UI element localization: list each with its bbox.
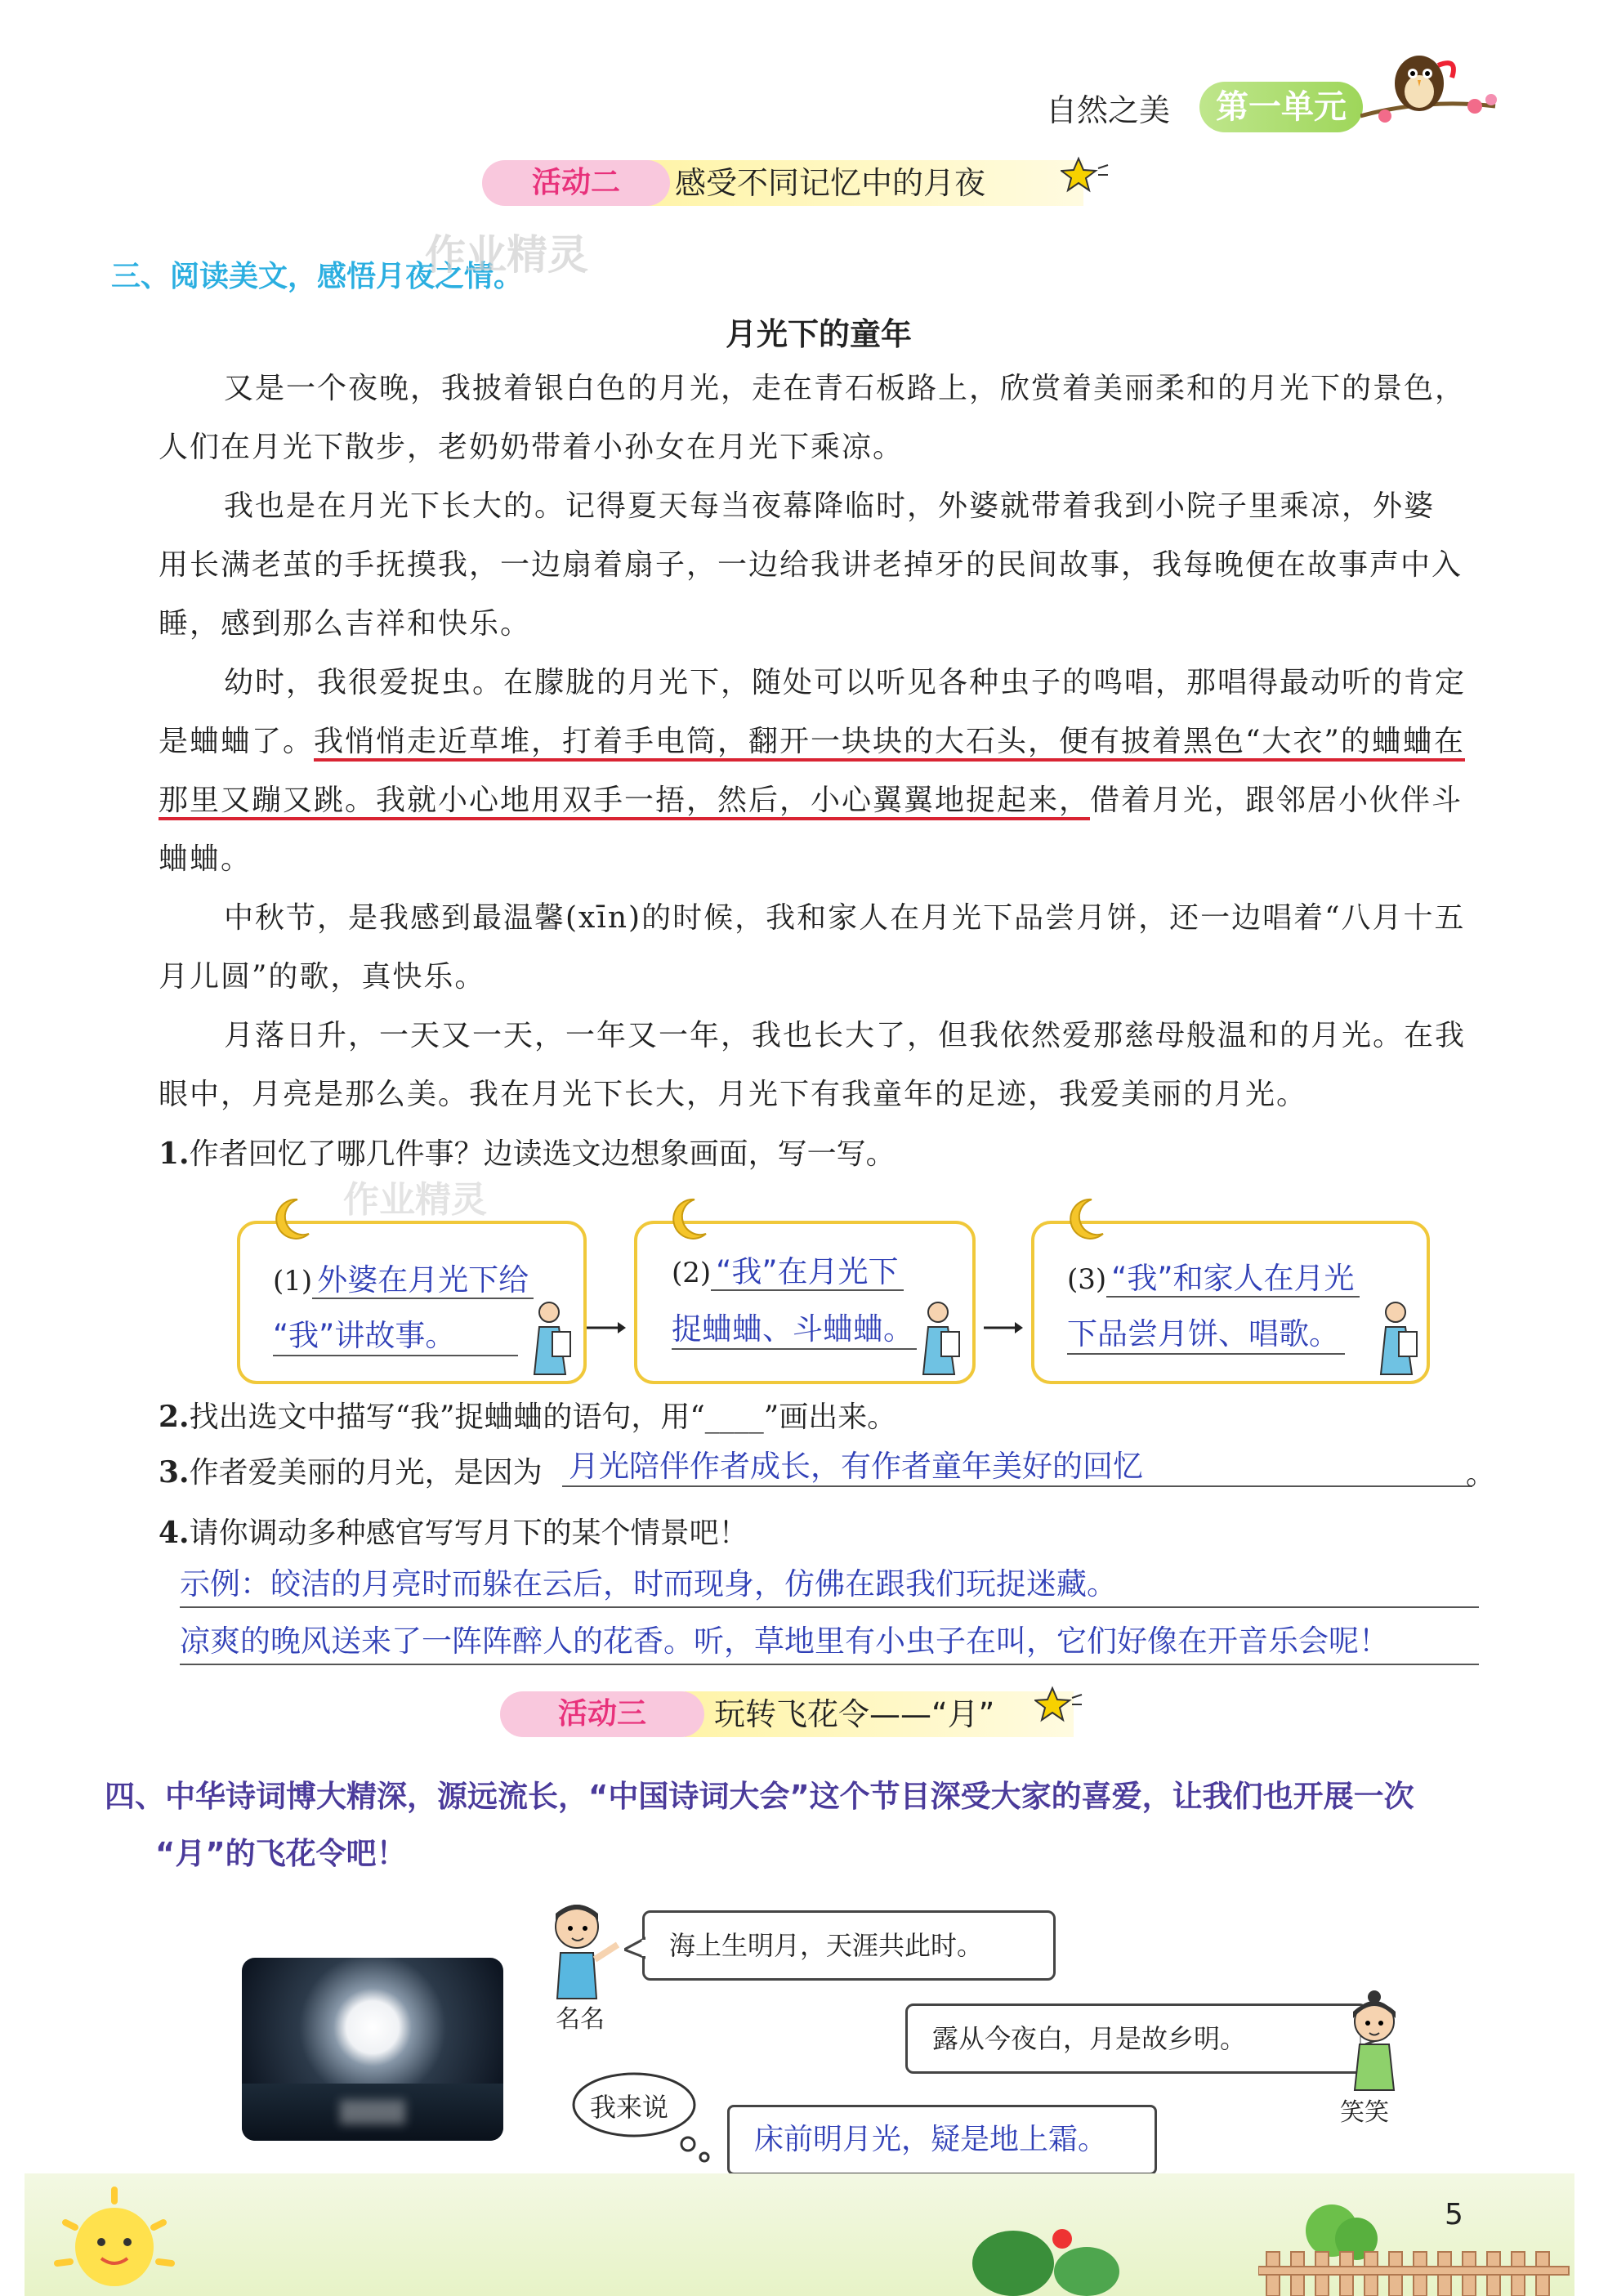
box2-line1: (2) “我”在月光下 <box>672 1247 949 1291</box>
moon-icon <box>1061 1195 1110 1244</box>
para2-line1: 我也是在月光下长大的。记得夏天每当夜幕降临时，外婆就带着我到小院子里乘凉，外婆 <box>224 489 1436 523</box>
box2-line2: 捉蛐蛐、斗蛐蛐。 <box>672 1304 917 1350</box>
girl-xiaoxiao-icon <box>1333 1990 1415 2097</box>
bird-branch-icon <box>1360 41 1499 131</box>
sun-icon <box>33 2173 196 2296</box>
fence-icon <box>1258 2198 1585 2296</box>
name-xiaoxiao: 笑笑 <box>1340 2098 1389 2127</box>
boy-mingming-icon <box>541 1896 623 2002</box>
watermark: 作业精灵 <box>425 231 588 279</box>
box1-line2: “我”讲故事。 <box>273 1311 518 1356</box>
para5-line1: 月落日升，一天又一天，一年又一年，我也长大了，但我依然爱那慈母般温和的月光。在我 <box>224 1019 1467 1052</box>
arrow-right-icon <box>585 1316 626 1340</box>
leaves-icon <box>964 2206 1128 2296</box>
article-title: 月光下的童年 <box>726 316 913 352</box>
activity2-tag: 活动二 <box>482 160 670 206</box>
arrow-right-icon <box>982 1316 1023 1340</box>
para3-line3-end: 借着月光，跟邻居小伙伴斗 <box>1090 784 1463 817</box>
box3-line2: 下品尝月饼、唱歌。 <box>1067 1309 1345 1355</box>
page-number: 5 <box>1445 2198 1463 2231</box>
section3-title: 三、阅读美文，感悟月夜之情。 <box>111 260 524 293</box>
activity3-tag: 活动三 <box>500 1691 704 1737</box>
cricket-sentence-underlined: 我悄悄走近草堆，打着手电筒，翻开一块块的大石头，便有披着黑色“大衣”的蛐蛐在 <box>314 725 1465 762</box>
q4-answer-line1: 示例：皎洁的月亮时而躲在云后，时而现身，仿佛在跟我们玩捉迷藏。 <box>180 1559 1479 1608</box>
name-mingming: 名名 <box>556 2005 605 2034</box>
question1: 1.作者回忆了哪几件事？边读选文边想象画面，写一写。 <box>159 1137 896 1171</box>
scholar-figure-icon <box>523 1299 575 1378</box>
para4-line1: 中秋节，是我感到最温馨(xīn)的时候，我和家人在月光下品尝月饼，还一边唱着“八月十五 <box>224 901 1466 935</box>
unit-label: 自然之美 <box>1046 92 1171 128</box>
star-icon <box>1034 1685 1083 1726</box>
para4-line2: 月儿圆”的歌，真快乐。 <box>159 960 486 994</box>
unit-badge: 第一单元 <box>1199 82 1363 132</box>
para5-line2: 眼中，月亮是那么美。我在月光下长大，月光下有我童年的足迹，我爱美丽的月光。 <box>159 1078 1308 1111</box>
moon-icon <box>266 1195 315 1244</box>
section4-title-line1: 四、中华诗词博大精深，源远流长，“中国诗词大会”这个节目深受大家的喜爱，让我们也开展一次 <box>105 1779 1414 1814</box>
speech-bubble-1: 海上生明月，天涯共此时。 <box>642 1910 1056 1981</box>
para3-line1: 幼时，我很爱捉虫。在朦胧的月光下，随处可以听见各种虫子的鸣唱，那唱得最动听的肯定 <box>224 666 1467 699</box>
para1-line2: 人们在月光下散步，老奶奶带着小孙女在月光下乘凉。 <box>159 431 904 464</box>
question4: 4.请你调动多种感官写写月下的某个情景吧！ <box>159 1516 748 1550</box>
cricket-sentence-underlined-2: 那里又蹦又跳。我就小心地用双手一捂，然后，小心翼翼地捉起来， <box>159 784 1090 820</box>
bubble-tail-icon <box>624 1936 645 1961</box>
box1-line1: (1) 外婆在月光下给 <box>273 1255 551 1299</box>
para3-line2-start: 是蛐蛐了。 <box>159 725 315 758</box>
answer-bubble: 床前明月光，疑是地上霜。 <box>727 2105 1157 2175</box>
watermark-2: 作业精灵 <box>343 1179 487 1221</box>
thought-text: 我来说 <box>590 2092 669 2123</box>
question3: 3.作者爱美丽的月光，是因为 <box>159 1455 543 1490</box>
box3-line1: (3) “我”和家人在月光 <box>1067 1253 1410 1298</box>
para2-line3: 睡，感到那么吉祥和快乐。 <box>159 607 532 641</box>
question2: 2.找出选文中描写“我”捉蛐蛐的语句，用“____”画出来。 <box>159 1400 897 1434</box>
full-moon-photo <box>242 1958 503 2141</box>
q3-answer: 月光陪伴作者成长，有作者童年美好的回忆 <box>562 1441 1472 1487</box>
scholar-figure-icon <box>1369 1299 1422 1378</box>
q3-period: 。 <box>1466 1458 1496 1491</box>
para1-line1: 又是一个夜晚，我披着银白色的月光，走在青石板路上，欣赏着美丽柔和的月光下的景色， <box>224 372 1467 405</box>
moon-icon <box>663 1195 712 1244</box>
para2-line2: 用长满老茧的手抚摸我，一边扇着扇子，一边给我讲老掉牙的民间故事，我每晚便在故事声中入 <box>159 548 1463 582</box>
section4-title-line2: “月”的飞花令吧！ <box>155 1836 407 1871</box>
para3-line4: 蛐蛐。 <box>159 842 252 876</box>
activity3-title: 玩转飞花令——“月” <box>685 1691 1074 1737</box>
scholar-figure-icon <box>912 1299 964 1378</box>
star-icon <box>1061 155 1110 196</box>
q4-answer-line2: 凉爽的晚风送来了一阵阵醉人的花香。听，草地里有小虫子在叫，它们好像在开音乐会呢！ <box>180 1616 1479 1665</box>
activity2-title: 感受不同记忆中的月夜 <box>645 160 1083 206</box>
speech-bubble-2: 露从今夜白，月是故乡明。 <box>905 2003 1368 2074</box>
